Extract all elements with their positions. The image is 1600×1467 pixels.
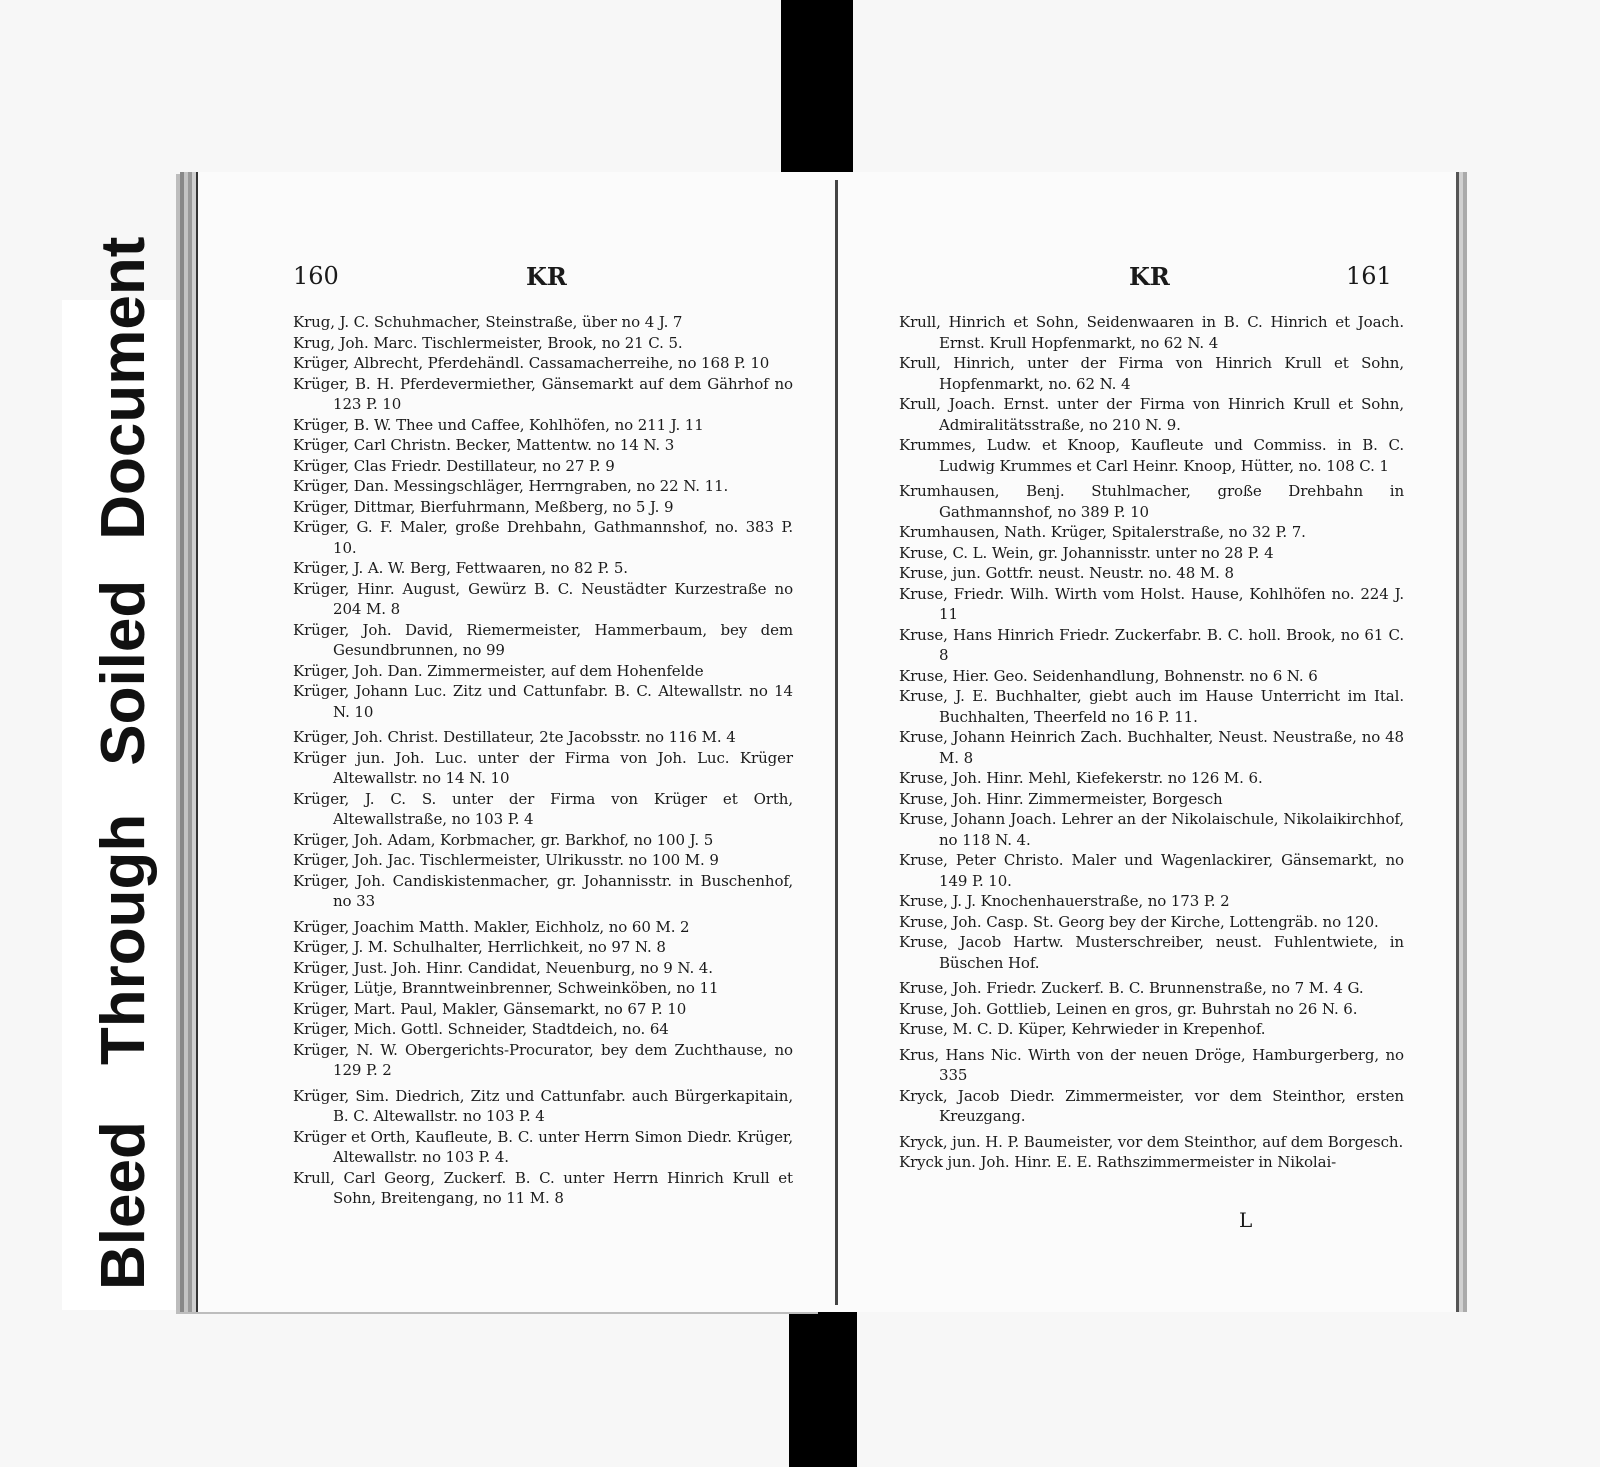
left-page-number: 160 <box>293 262 339 290</box>
directory-entry: Krüger, J. A. W. Berg, Fettwaaren, no 82 P. 5. <box>293 559 628 577</box>
label-soiled: Soiled <box>88 579 158 766</box>
directory-entry: Krüger, J. M. Schulhalter, Herrlichkeit, no 97 N. 8 <box>293 938 666 956</box>
directory-entry: Krüger, J. C. S. unter der Firma von Krüger et Orth, Altewallstraße, no 103 P. 4 <box>293 789 793 828</box>
distortion-label <box>62 236 184 1310</box>
directory-entry: Krummes, Ludw. et Knoop, Kaufleute und Commiss. in B. C. Ludwig Krummes et Carl Heinr. Knoop, Hütter, no. 108 C. 1 <box>899 436 1404 475</box>
directory-entry: Krus, Hans Nic. Wirth von der neuen Dröge, Hamburgerberg, no 335 <box>899 1045 1404 1084</box>
directory-entry: Kruse, Johann Heinrich Zach. Buchhalter, Neust. Neustraße, no 48 M. 8 <box>899 728 1404 767</box>
directory-entry: Kruse, Joh. Casp. St. Georg bey der Kirche, Lottengräb. no 120. <box>899 912 1379 931</box>
book-gutter <box>835 180 838 1305</box>
directory-entry: Krüger, Clas Friedr. Destillateur, no 27 P. 9 <box>293 456 615 475</box>
directory-entry: Kruse, Joh. Hinr. Zimmermeister, Borgesch <box>899 789 1223 808</box>
directory-entry: Kruse, C. L. Wein, gr. Johannisstr. unter no 28 P. 4 <box>899 543 1274 562</box>
directory-entry: Krull, Hinrich, unter der Firma von Hinrich Krull et Sohn, Hopfenmarkt, no. 62 N. 4 <box>899 354 1404 393</box>
directory-entry: Krüger, Just. Joh. Hinr. Candidat, Neuenburg, no 9 N. 4. <box>293 958 713 977</box>
directory-entry: Krüger, Lütje, Branntweinbrenner, Schweinköben, no 11 <box>293 979 719 997</box>
right-entry-list <box>899 312 1404 1173</box>
directory-entry: Krüger, Dan. Messingschläger, Herrngraben, no 22 N. 11. <box>293 477 729 495</box>
binding-strip-top <box>781 0 853 185</box>
directory-entry: Kruse, Hier. Geo. Seidenhandlung, Bohnenstr. no 6 N. 6 <box>899 666 1318 685</box>
directory-entry: Krüger et Orth, Kaufleute, B. C. unter Herrn Simon Diedr. Krüger, Altewallstr. no 103 P. 4. <box>293 1127 793 1166</box>
catchword: L <box>1239 1208 1253 1232</box>
directory-entry: Krüger, Joh. Christ. Destillateur, 2te Jacobsstr. no 116 M. 4 <box>293 728 736 746</box>
directory-entry: Krull, Joach. Ernst. unter der Firma von Hinrich Krull et Sohn, Admiralitätsstraße, no 210 N. 9. <box>899 395 1404 434</box>
binding-strip-bottom <box>789 1306 857 1467</box>
directory-entry: Krüger, Mart. Paul, Makler, Gänsemarkt, no 67 P. 10 <box>293 999 687 1018</box>
directory-entry: Krüger, N. W. Obergerichts-Procurator, bey dem Zuchthause, no 129 P. 2 <box>293 1040 793 1079</box>
directory-entry: Krug, Joh. Marc. Tischlermeister, Brook, no 21 C. 5. <box>293 333 683 352</box>
directory-entry: Kruse, J. J. Knochenhauerstraße, no 173 P. 2 <box>899 892 1230 910</box>
directory-entry: Kruse, J. E. Buchhalter, giebt auch im Hause Unterricht im Ital. Buchhalten, Theerfeld no 16 P. 11. <box>899 687 1404 726</box>
directory-entry: Kruse, Johann Joach. Lehrer an der Nikolaischule, Nikolaikirchhof, no 118 N. 4. <box>899 810 1404 849</box>
label-bleed: Bleed <box>88 1121 158 1290</box>
directory-entry: Krull, Carl Georg, Zuckerf. B. C. unter Herrn Hinrich Krull et Sohn, Breitengang, no 11 M. 8 <box>293 1168 793 1207</box>
directory-entry: Kruse, Joh. Hinr. Mehl, Kiefekerstr. no 126 M. 6. <box>899 769 1263 787</box>
directory-entry: Krüger, Joh. Candiskistenmacher, gr. Johannisstr. in Buschenhof, no 33 <box>293 871 793 910</box>
right-page-number: 161 <box>1346 262 1392 290</box>
directory-entry: Kruse, M. C. D. Küper, Kehrwieder in Krepenhof. <box>899 1020 1266 1038</box>
directory-entry: Krull, Hinrich et Sohn, Seidenwaaren in B. C. Hinrich et Joach. Ernst. Krull Hopfenmarkt, no 62 N. 4 <box>899 313 1404 352</box>
directory-entry: Krumhausen, Nath. Krüger, Spitalerstraße, no 32 P. 7. <box>899 523 1306 541</box>
directory-entry: Krüger, Joh. Adam, Korbmacher, gr. Barkhof, no 100 J. 5 <box>293 830 714 849</box>
label-document: Document <box>88 236 158 540</box>
directory-entry: Krüger, Mich. Gottl. Schneider, Stadtdeich, no. 64 <box>293 1020 669 1038</box>
directory-entry: Krüger, G. F. Maler, große Drehbahn, Gathmannshof, no. 383 P. 10. <box>293 518 793 557</box>
directory-entry: Kryck jun. Joh. Hinr. E. E. Rathszimmermeister in Nikolai- <box>899 1153 1337 1171</box>
directory-entry: Krumhausen, Benj. Stuhlmacher, große Drehbahn in Gathmannshof, no 389 P. 10 <box>899 482 1404 521</box>
directory-entry: Krüger, Hinr. August, Gewürz B. C. Neustädter Kurzestraße no 204 M. 8 <box>293 579 793 618</box>
directory-entry: Krüger, B. W. Thee und Caffee, Kohlhöfen, no 211 J. 11 <box>293 415 704 434</box>
directory-entry: Kruse, jun. Gottfr. neust. Neustr. no. 48 M. 8 <box>899 564 1234 582</box>
right-running-head: KR <box>1129 262 1170 291</box>
directory-entry: Krüger, Albrecht, Pferdehändl. Cassamacherreihe, no 168 P. 10 <box>293 354 770 372</box>
directory-entry: Kruse, Jacob Hartw. Musterschreiber, neust. Fuhlentwiete, in Büschen Hof. <box>899 933 1404 972</box>
directory-entry: Krüger, B. H. Pferdevermiether, Gänsemarkt auf dem Gährhof no 123 P. 10 <box>293 374 793 413</box>
directory-entry: Kruse, Hans Hinrich Friedr. Zuckerfabr. B. C. holl. Brook, no 61 C. 8 <box>899 625 1404 664</box>
directory-entry: Krüger, Joh. Dan. Zimmermeister, auf dem Hohenfelde <box>293 661 704 680</box>
directory-entry: Krüger, Joh. Jac. Tischlermeister, Ulrikusstr. no 100 M. 9 <box>293 851 719 869</box>
label-through: Through <box>88 813 158 1066</box>
directory-entry: Krug, J. C. Schuhmacher, Steinstraße, über no 4 J. 7 <box>293 313 683 331</box>
directory-entry: Krüger, Sim. Diedrich, Zitz und Cattunfabr. auch Bürgerkapitain, B. C. Altewallstr. no 103 P. 4 <box>293 1086 793 1125</box>
left-running-head: KR <box>526 262 567 291</box>
directory-entry: Krüger jun. Joh. Luc. unter der Firma von Joh. Luc. Krüger Altewallstr. no 14 N. 10 <box>293 748 793 787</box>
directory-entry: Kruse, Peter Christo. Maler und Wagenlackirer, Gänsemarkt, no 149 P. 10. <box>899 851 1404 890</box>
directory-entry: Krüger, Joh. David, Riemermeister, Hammerbaum, bey dem Gesundbrunnen, no 99 <box>293 620 793 659</box>
directory-entry: Krüger, Johann Luc. Zitz und Cattunfabr. B. C. Altewallstr. no 14 N. 10 <box>293 682 793 721</box>
directory-entry: Krüger, Carl Christn. Becker, Mattentw. no 14 N. 3 <box>293 436 675 454</box>
directory-entry: Kryck, Jacob Diedr. Zimmermeister, vor dem Steinthor, ersten Kreuzgang. <box>899 1086 1404 1125</box>
directory-entry: Kruse, Joh. Friedr. Zuckerf. B. C. Brunnenstraße, no 7 M. 4 G. <box>899 979 1364 997</box>
directory-entry: Kruse, Friedr. Wilh. Wirth vom Holst. Hause, Kohlhöfen no. 224 J. 11 <box>899 584 1404 623</box>
directory-entry: Kruse, Joh. Gottlieb, Leinen en gros, gr. Buhrstah no 26 N. 6. <box>899 999 1358 1018</box>
directory-entry: Kryck, jun. H. P. Baumeister, vor dem Steinthor, auf dem Borgesch. <box>899 1132 1404 1151</box>
directory-entry: Krüger, Dittmar, Bierfuhrmann, Meßberg, no 5 J. 9 <box>293 497 674 516</box>
directory-entry: Krüger, Joachim Matth. Makler, Eichholz, no 60 M. 2 <box>293 917 690 936</box>
left-entry-list <box>293 312 793 1209</box>
